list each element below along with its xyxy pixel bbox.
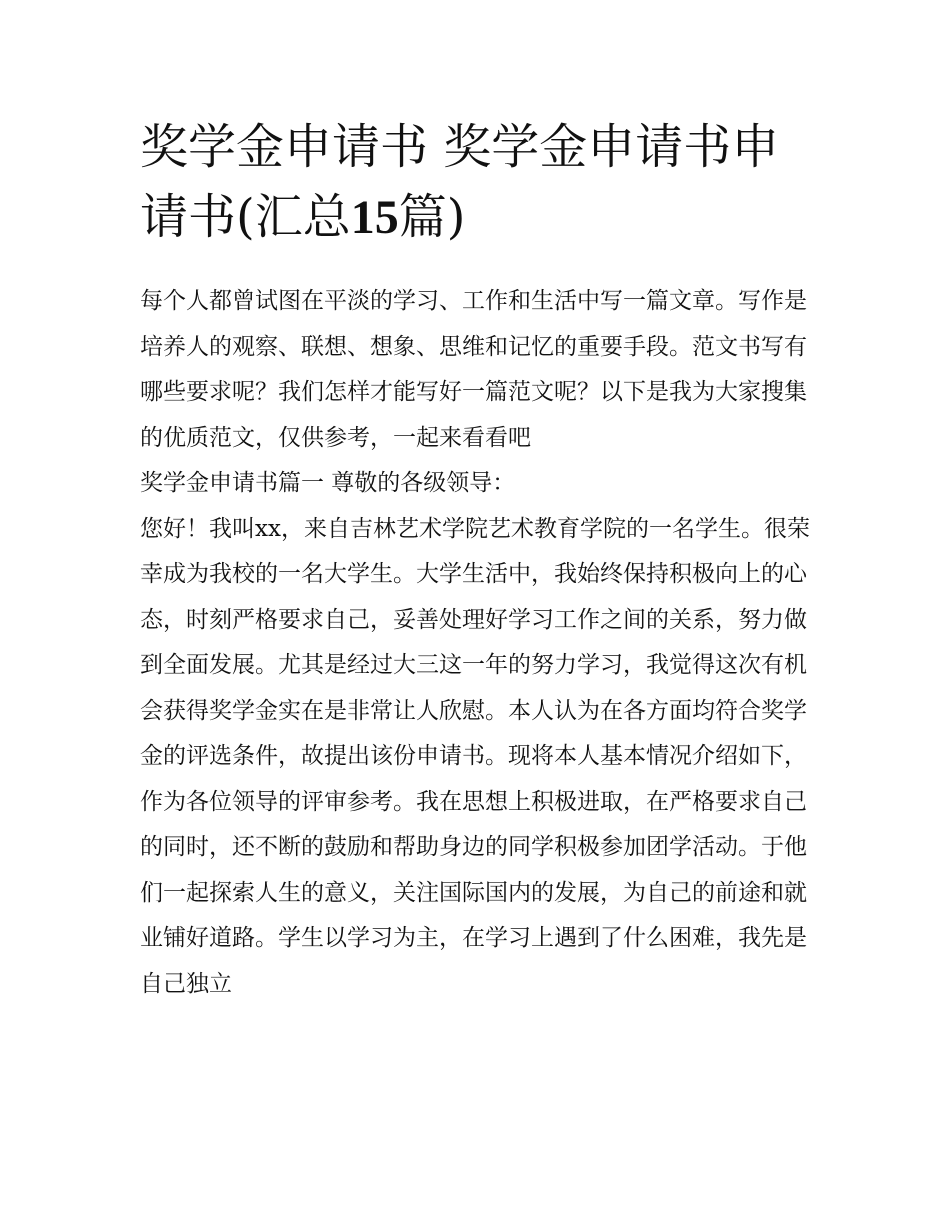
intro-paragraph: 每个人都曾试图在平淡的学习、工作和生活中写一篇文章。写作是培养人的观察、联想、想象、思维和记忆的重要手段。范文书写有哪些要求呢？我们怎样才能写好一篇范文呢？以下是我为大家搜集的优质范文，仅供参考，一起来看看吧	[140, 288, 807, 451]
document-body	[140, 279, 812, 1007]
document-title	[140, 112, 820, 253]
section-heading-paragraph: 奖学金申请书篇一 尊敬的各级领导：	[140, 470, 516, 496]
title-text: 奖学金申请书 奖学金申请书申请书(汇总	[140, 119, 780, 245]
title-number: 15	[350, 191, 399, 244]
title-suffix: 篇)	[398, 189, 466, 245]
letter-paragraph: 您好！我叫xx，来自吉林艺术学院艺术教育学院的一名学生。很荣幸成为我校的一名大学生。大学生活中，我始终保持积极向上的心态，时刻严格要求自己，妥善处理好学习工作之间的关系，努力做到全面发展。尤其是经过大三这一年的努力学习，我觉得这次有机会获得奖学金实在是非常让人欣慰。本人认为在各方面均符合奖学金的评选条件，故提出该份申请书。现将本人基本情况介绍如下，作为各位领导的评审参考。我在思想上积极进取，在严格要求自己的同时，还不断的鼓励和帮助身边的同学积极参加团学活动。于他们一起探索人生的意义，关注国际国内的发展，为自己的前途和就业铺好道路。学生以学习为主，在学习上遇到了什么困难，我先是自己独立	[140, 515, 810, 997]
